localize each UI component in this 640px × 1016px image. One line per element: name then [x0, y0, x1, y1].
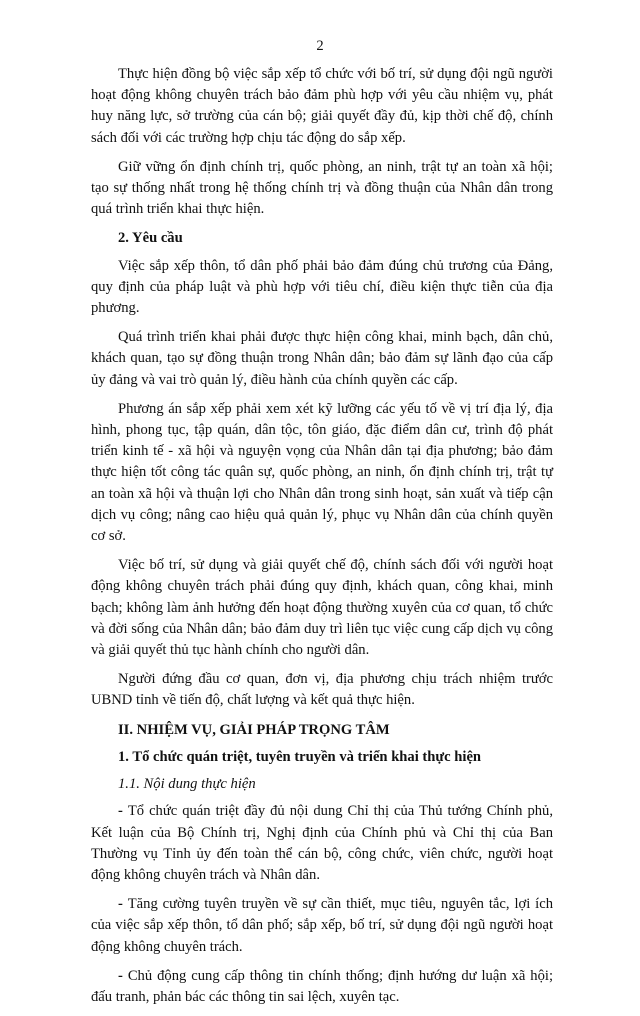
list-item-text: Tổ chức quán triệt đầy đủ nội dung Chỉ thị của Thủ tướng Chính phủ, Kết luận của Bộ Chính trị, Nghị định của Chính phủ và Chỉ thị của Ban Thường vụ Tỉnh ủy đến toàn thể cán bộ, công chức, viên chức, người hoạt động không chuyên trách và Nhân dân. — [91, 803, 553, 883]
paragraph: Thực hiện đồng bộ việc sắp xếp tổ chức với bố trí, sử dụng đội ngũ người hoạt động không chuyên trách bảo đảm phù hợp với yêu cầu nhiệm vụ, phát huy năng lực, sở trường của cán bộ; giải quyết đầy đủ, kịp thời chế độ, chính sách đối với các trường hợp chịu tác động do sắp xếp. — [91, 66, 553, 146]
sub-subsection-heading: 1.1. Nội dung thực hiện — [118, 776, 256, 793]
list-item-text: Chủ động cung cấp thông tin chính thống; định hướng dư luận xã hội; đấu tranh, phản bác các thông tin sai lệch, xuyên tạc. — [91, 967, 553, 1005]
list-item-text: Tăng cường tuyên truyền về sự cần thiết, mục tiêu, nguyên tắc, lợi ích của việc sắp xếp thôn, tổ dân phố; sắp xếp, bố trí, sử dụng đội ngũ người hoạt động không chuyên trách. — [91, 896, 553, 955]
paragraph: Giữ vững ổn định chính trị, quốc phòng, an ninh, trật tự an toàn xã hội; tạo sự thống nhất trong hệ thống chính trị và đồng thuận của Nhân dân trong quá trình triển khai thực hiện. — [91, 158, 553, 218]
paragraph: Người đứng đầu cơ quan, đơn vị, địa phương chịu trách nhiệm trước UBND tỉnh về tiến độ, chất lượng và kết quả thực hiện. — [91, 671, 553, 709]
paragraph: Quá trình triển khai phải được thực hiện công khai, minh bạch, dân chủ, khách quan, tạo sự đồng thuận trong Nhân dân; bảo đảm sự lãnh đạo của cấp ủy đảng và vai trò quản lý, điều hành của chính quyền các cấp. — [91, 329, 553, 388]
paragraph: Phương án sắp xếp phải xem xét kỹ lưỡng các yếu tố về vị trí địa lý, địa hình, phong tục, tập quán, dân tộc, tôn giáo, đặc điểm dân cư, trình độ phát triển kinh tế - xã hội và nguyện vọng của Nhân dân tại địa phương; bảo đảm thực hiện tốt công tác quân sự, quốc phòng, an ninh, ổn định chính trị, trật tự an toàn xã hội và thuận lợi cho Nhân dân trong sinh hoạt, sản xuất và tiếp cận dịch vụ công; nâng cao hiệu quả quản lý, phục vụ Nhân dân của chính quyền cơ sở. — [91, 400, 553, 545]
list-item — [91, 966, 553, 1008]
page-number: 2 — [316, 38, 324, 54]
dash-marker: - — [118, 967, 128, 984]
dash-marker: - — [118, 896, 128, 913]
dash-marker: - — [118, 803, 128, 820]
list-item — [91, 801, 553, 886]
document-body — [91, 64, 553, 1016]
subsection-heading: 1. Tổ chức quán triệt, tuyên truyền và triển khai thực hiện — [118, 748, 482, 765]
list-item — [91, 894, 553, 958]
heading-requirements: 2. Yêu cầu — [118, 230, 183, 247]
paragraph: Việc sắp xếp thôn, tổ dân phố phải bảo đảm đúng chủ trương của Đảng, quy định của pháp luật và phù hợp với tiêu chí, điều kiện thực tiễn của địa phương. — [91, 257, 553, 317]
paragraph: Việc bố trí, sử dụng và giải quyết chế độ, chính sách đối với người hoạt động không chuyên trách phải đúng quy định, khách quan, công khai, minh bạch; không làm ảnh hưởng đến hoạt động thường xuyên của cơ quan, tổ chức và đời sống của Nhân dân; bảo đảm duy trì liên tục việc cung cấp dịch vụ công và giải quyết thủ tục hành chính cho người dân. — [91, 557, 553, 659]
section-heading: II. NHIỆM VỤ, GIẢI PHÁP TRỌNG TÂM — [118, 721, 390, 738]
